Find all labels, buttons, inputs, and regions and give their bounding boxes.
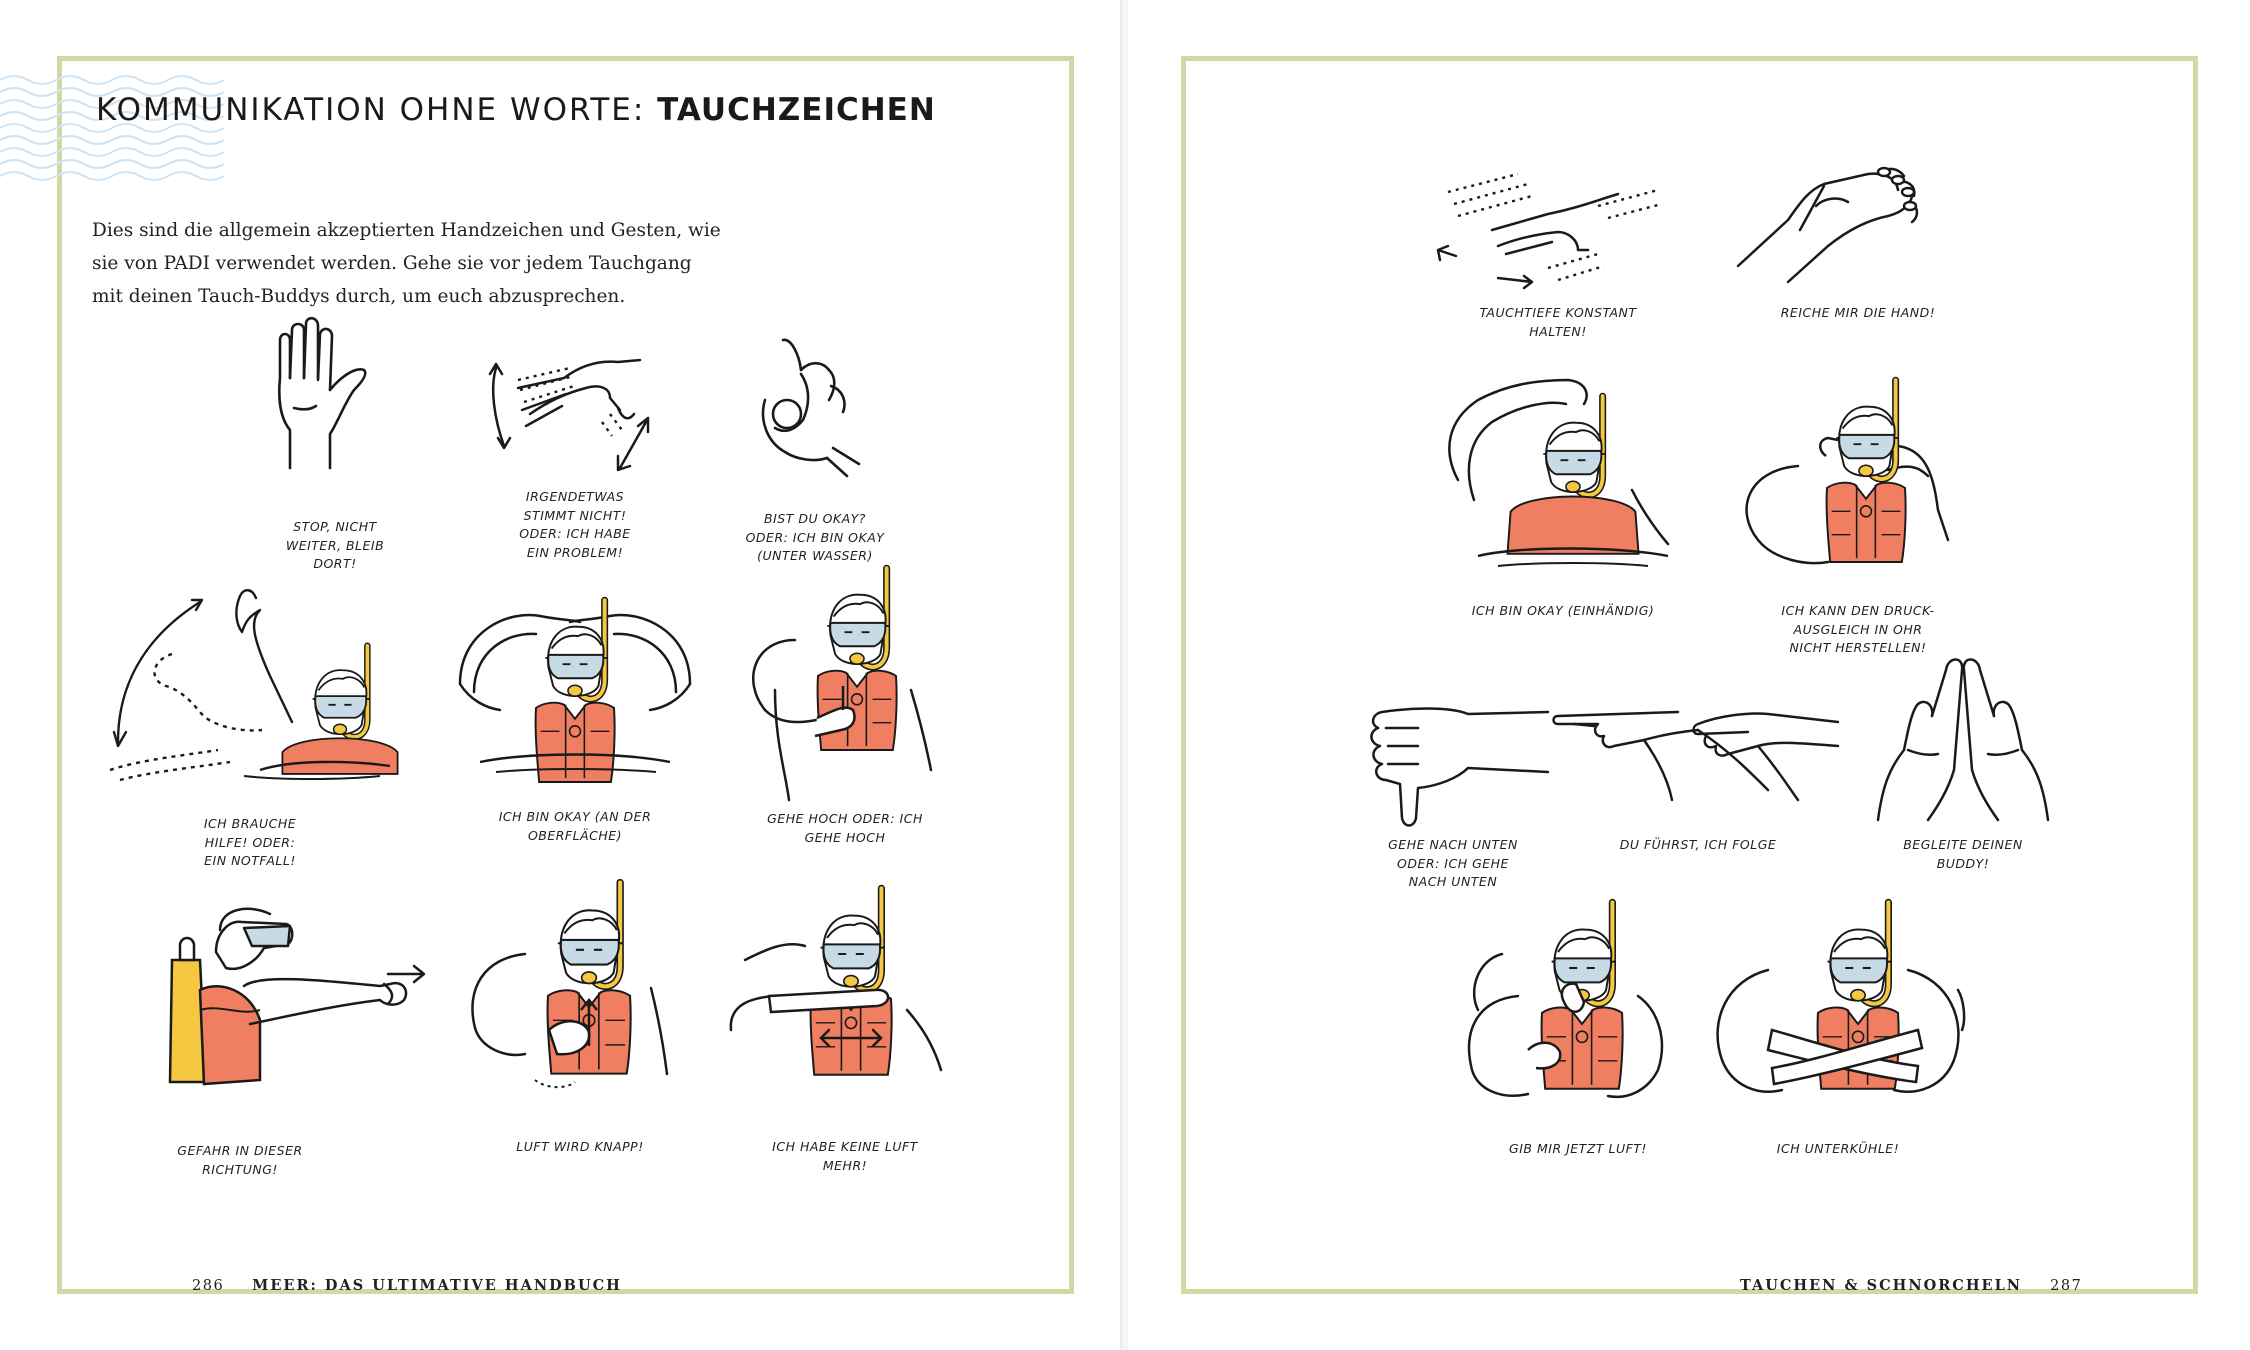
caption-out-of-air: ICH HABE KEINE LUFT MEHR! bbox=[772, 1139, 918, 1173]
left-page bbox=[0, 0, 1122, 1350]
intro-paragraph: Dies sind die allgemein akzeptierten Handzeichen und Gesten, wie sie von PADI verwendet werden. Gehe sie vor jedem Tauchgang mit deinen Tauch-Buddys durch, um euch abzusprechen. bbox=[92, 220, 721, 307]
caption-stop: STOP, NICHT WEITER, BLEIB DORT! bbox=[285, 519, 385, 571]
caption-go-down: GEHE NACH UNTEN ODER: ICH GEHE NACH UNTEN bbox=[1388, 837, 1518, 889]
signal-cold bbox=[1708, 890, 1968, 1180]
caption-low-air: LUFT WIRD KNAPP! bbox=[516, 1139, 644, 1154]
signal-give-hand bbox=[1728, 150, 1988, 350]
hand-at-regulator-diver-icon bbox=[1458, 890, 1698, 1120]
crossed-arms-diver-icon bbox=[1708, 890, 1968, 1120]
right-page bbox=[1128, 0, 2250, 1350]
page-number-left: 286 bbox=[192, 1278, 225, 1294]
two-pointing-hands-icon bbox=[1548, 700, 1848, 830]
arms-over-head-diver-icon bbox=[450, 580, 700, 800]
pointing-fist-diver-icon bbox=[160, 900, 440, 1100]
thumb-down-icon bbox=[1348, 700, 1558, 830]
pointing-to-ear-diver-icon bbox=[1738, 370, 1978, 590]
hand-across-throat-diver-icon bbox=[725, 880, 965, 1100]
title-bold: TAUCHZEICHEN bbox=[657, 92, 936, 128]
caption-give-hand: REICHE MIR DIE HAND! bbox=[1780, 305, 1936, 320]
signal-danger-direction bbox=[160, 900, 440, 1190]
page-number-right: 287 bbox=[2050, 1278, 2083, 1294]
signal-go-up bbox=[745, 570, 945, 870]
level-hand-icon bbox=[1428, 150, 1688, 290]
caption-hold-depth: TAUCHTIEFE KONSTANT HALTEN! bbox=[1479, 305, 1637, 339]
signal-ok-one-hand bbox=[1438, 370, 1688, 630]
wobbling-hand-icon bbox=[470, 318, 680, 488]
signal-problem bbox=[470, 318, 680, 588]
signal-help bbox=[100, 580, 400, 880]
caption-buddy-up: BEGLEITE DEINEN BUDDY! bbox=[1903, 837, 2023, 871]
wave-pattern-corner bbox=[0, 72, 224, 192]
caption-ok-underwater: BIST DU OKAY? ODER: ICH BIN OKAY (UNTER WASSER) bbox=[745, 511, 885, 563]
waving-swimmer-icon bbox=[100, 580, 400, 800]
signal-out-of-air bbox=[725, 880, 965, 1180]
signal-buddy-up bbox=[1868, 650, 2058, 900]
caption-ok-one-hand: ICH BIN OKAY (EINHÄNDIG) bbox=[1471, 603, 1655, 618]
page-title bbox=[96, 92, 936, 128]
folio-left bbox=[192, 1277, 622, 1294]
folio-right bbox=[1740, 1277, 2082, 1294]
two-fingers-together-icon bbox=[1868, 650, 2058, 830]
caption-danger-direction: GEFAHR IN DIESER RICHTUNG! bbox=[177, 1143, 303, 1177]
signal-give-air bbox=[1458, 890, 1698, 1180]
running-title-right: TAUCHEN & SCHNORCHELN bbox=[1740, 1277, 2023, 1294]
caption-cannot-equalize: ICH KANN DEN DRUCK- AUSGLEICH IN OHR NICHT HERSTELLEN! bbox=[1781, 603, 1935, 655]
title-light: KOMMUNIKATION OHNE WORTE: bbox=[96, 92, 658, 128]
caption-help: ICH BRAUCHE HILFE! ODER: EIN NOTFALL! bbox=[203, 816, 297, 868]
caption-go-up: GEHE HOCH ODER: ICH GEHE HOCH bbox=[767, 811, 923, 845]
caption-you-lead: DU FÜHRST, ICH FOLGE bbox=[1619, 837, 1777, 852]
caption-problem: IRGENDETWAS STIMMT NICHT! ODER: ICH HABE EIN PROBLEM! bbox=[519, 489, 631, 560]
caption-give-air: GIB MIR JETZT LUFT! bbox=[1509, 1141, 1647, 1156]
clasped-hands-icon bbox=[1728, 150, 1988, 290]
caption-cold: ICH UNTERKÜHLE! bbox=[1776, 1141, 1900, 1156]
fist-on-chest-diver-icon bbox=[465, 868, 695, 1108]
one-arm-ok-diver-icon bbox=[1438, 370, 1688, 590]
signal-you-lead bbox=[1548, 700, 1848, 900]
signal-ok-underwater bbox=[735, 330, 895, 580]
thumb-up-diver-icon bbox=[745, 570, 945, 800]
running-title-left: MEER: DAS ULTIMATIVE HANDBUCH bbox=[252, 1277, 622, 1294]
signal-cannot-equalize bbox=[1738, 370, 1978, 670]
signal-hold-depth bbox=[1428, 150, 1688, 350]
caption-ok-surface: ICH BIN OKAY (AN DER OBERFLÄCHE) bbox=[498, 809, 652, 843]
ok-hand-sign-icon bbox=[735, 330, 895, 490]
signal-go-down bbox=[1348, 700, 1558, 900]
signal-stop bbox=[250, 318, 420, 588]
signal-low-air bbox=[465, 868, 695, 1168]
flat-hand-stop-icon bbox=[250, 318, 420, 488]
signal-ok-surface bbox=[450, 580, 700, 870]
